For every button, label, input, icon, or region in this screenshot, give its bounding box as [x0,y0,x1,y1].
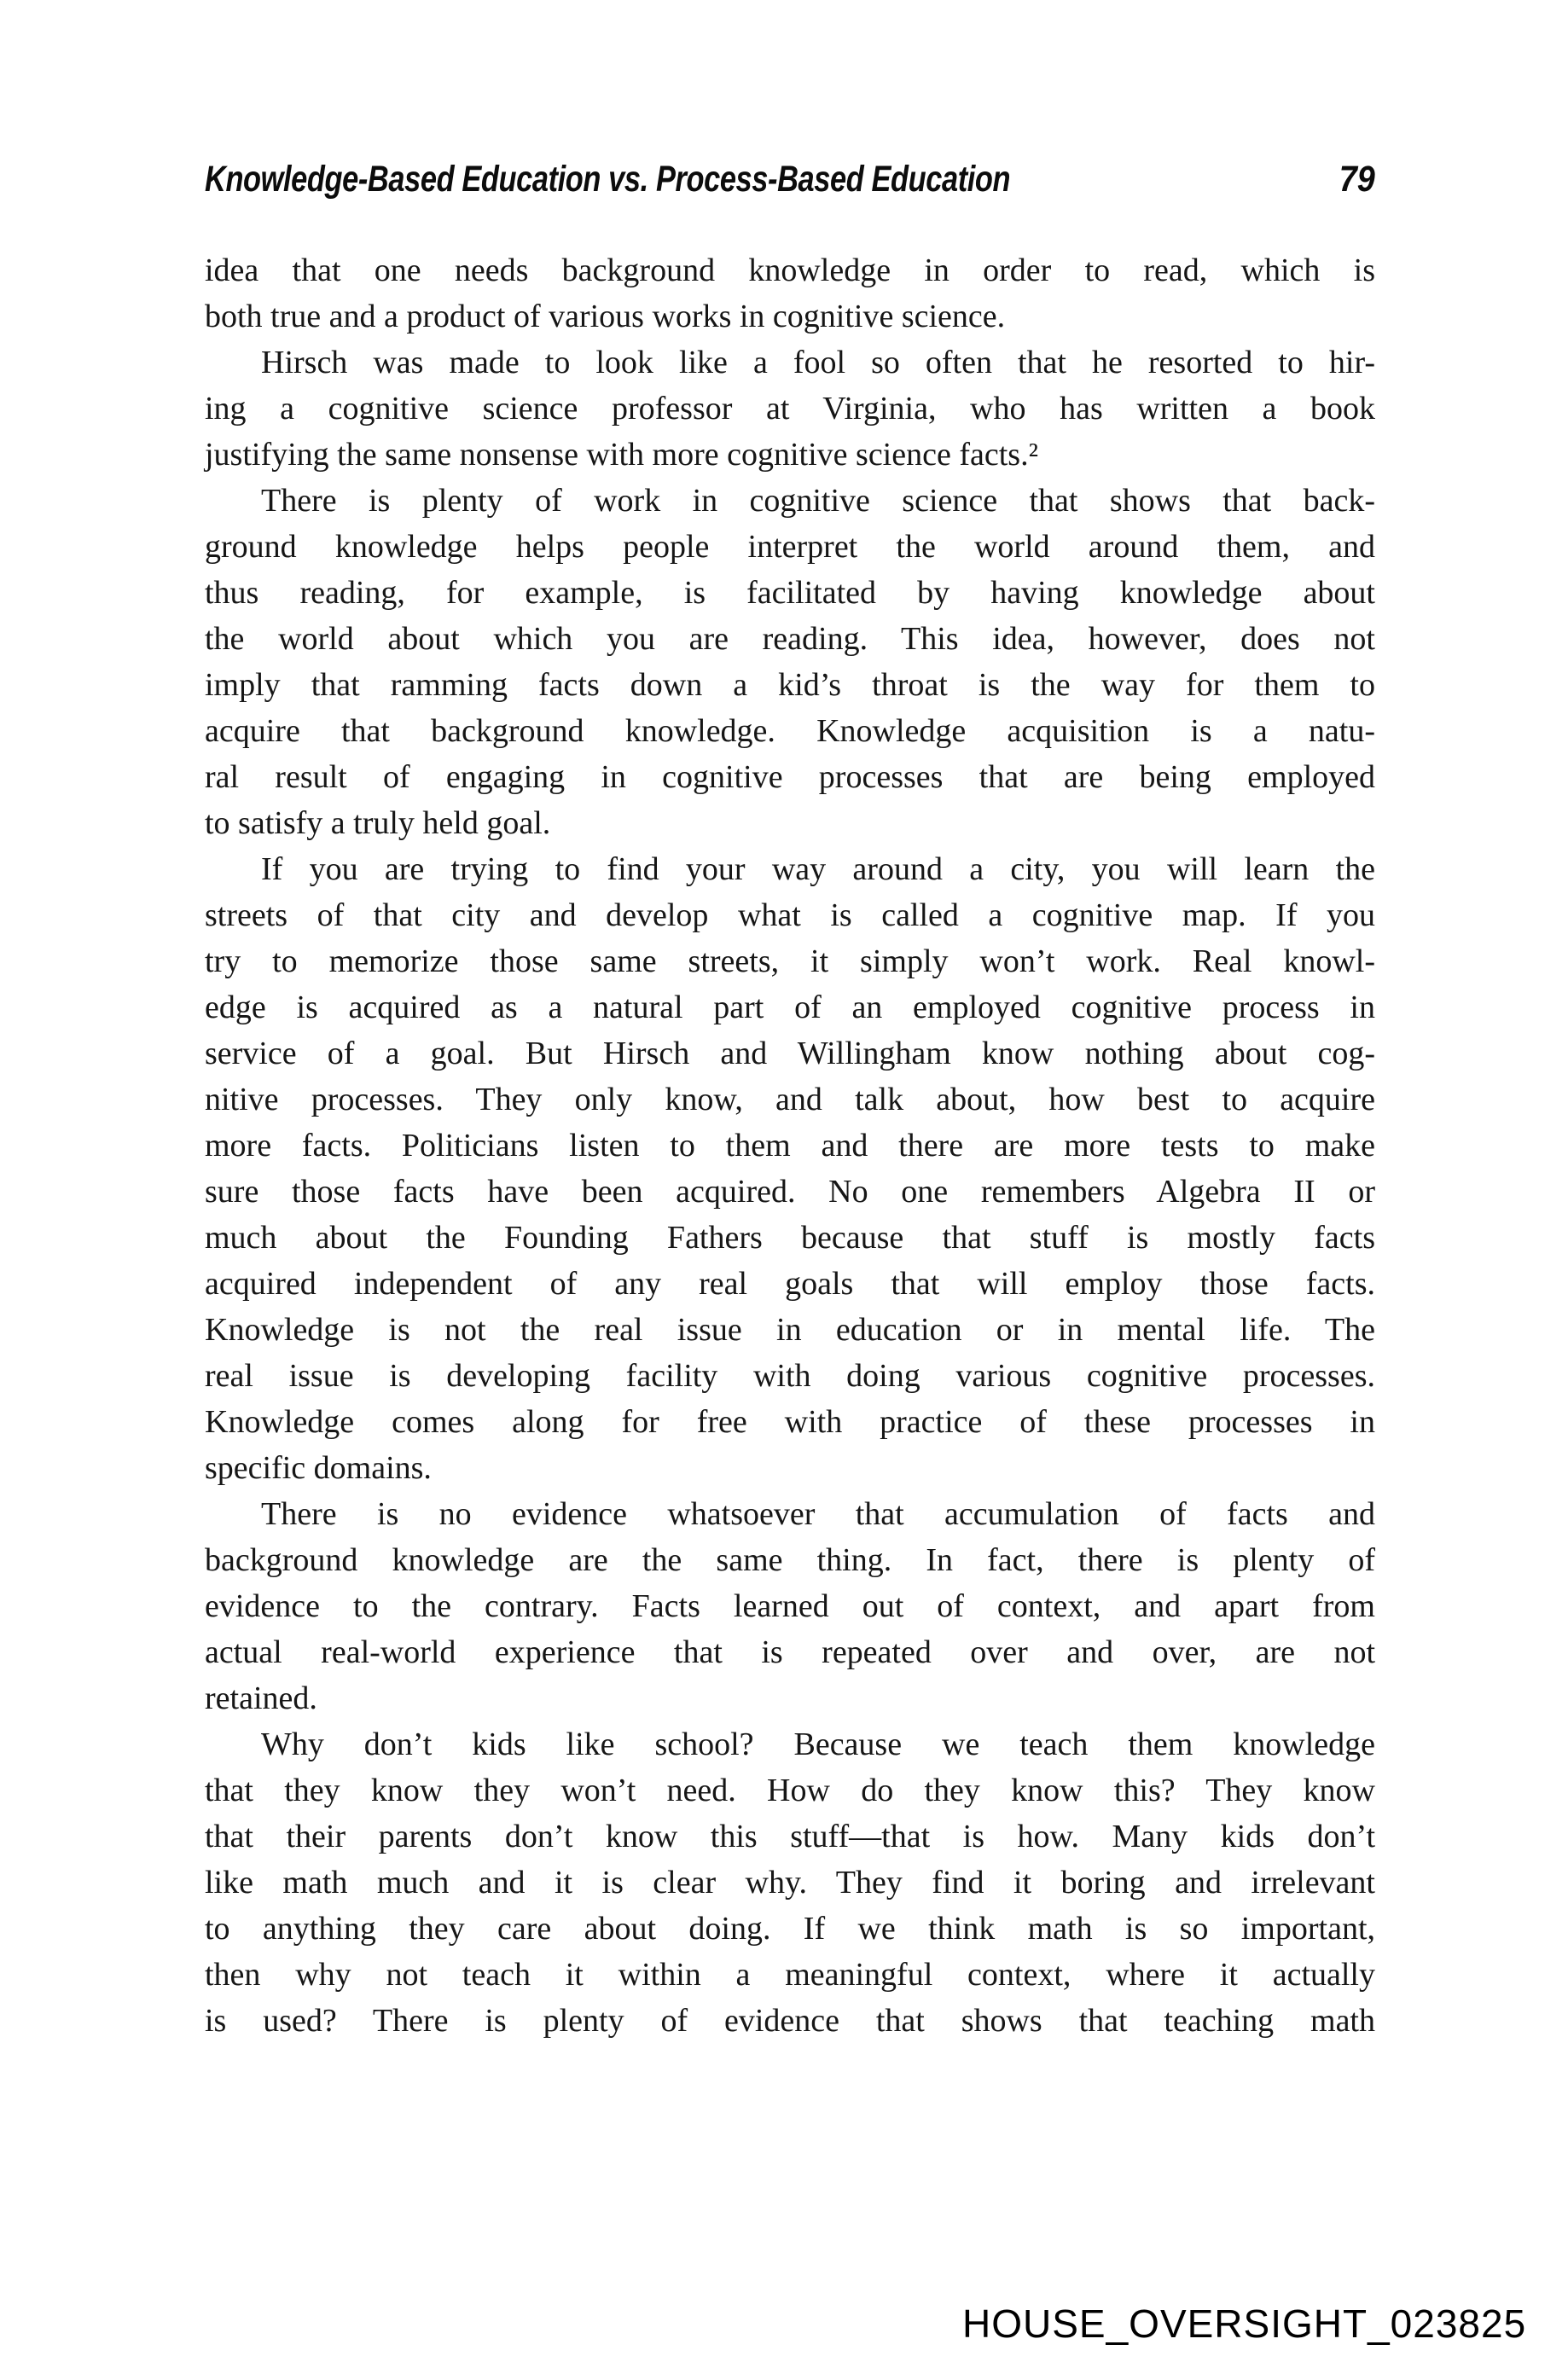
text-line: streets of that city and develop what is called a cognitive map. If you [205,897,1375,933]
text-line: evidence to the contrary. Facts learned out of context, and apart from [205,1588,1375,1624]
text-line: There is plenty of work in cognitive science that shows that back- [261,483,1375,519]
text-line: specific domains. [205,1450,432,1486]
text-line: that their parents don’t know this stuff—that is how. Many kids don’t [205,1819,1375,1854]
text-line: more facts. Politicians listen to them and there are more tests to make [205,1128,1375,1164]
text-line: edge is acquired as a natural part of an employed cognitive process in [205,989,1375,1025]
text-line: is used? There is plenty of evidence that shows that teaching math [205,2003,1375,2039]
text-line: Hirsch was made to look like a fool so often that he resorted to hir- [261,345,1375,380]
text-line: that they know they won’t need. How do they know this? They know [205,1773,1375,1808]
bates-stamp: HOUSE_OVERSIGHT_023825 [962,2301,1527,2346]
text-line: much about the Founding Fathers because that stuff is mostly facts [205,1220,1375,1256]
text-line: sure those facts have been acquired. No one remembers Algebra II or [205,1174,1375,1210]
running-header [205,159,1375,201]
text-line: ral result of engaging in cognitive processes that are being employed [205,759,1375,795]
chapter-title: Knowledge-Based Education vs. Process-Based Education [205,159,1011,200]
text-line: There is no evidence whatsoever that accumulation of facts and [261,1496,1375,1532]
text-line: Knowledge comes along for free with practice of these processes in [205,1404,1375,1440]
text-line: nitive processes. They only know, and talk about, how best to acquire [205,1082,1375,1117]
text-line: like math much and it is clear why. They find it boring and irrelevant [205,1865,1375,1901]
text-line: background knowledge are the same thing. In fact, there is plenty of [205,1542,1375,1578]
text-line: actual real-world experience that is repeated over and over, are not [205,1634,1375,1670]
text-line: service of a goal. But Hirsch and Willingham know nothing about cog- [205,1036,1375,1071]
text-line: to satisfy a truly held goal. [205,805,551,841]
text-line: ground knowledge helps people interpret the world around them, and [205,529,1375,565]
text-line: If you are trying to find your way around a city, you will learn the [261,851,1375,887]
text-line: acquired independent of any real goals that will employ those facts. [205,1266,1375,1302]
text-line: try to memorize those same streets, it simply won’t work. Real knowl- [205,943,1375,979]
text-line: acquire that background knowledge. Knowledge acquisition is a natu- [205,713,1375,749]
text-line: both true and a product of various works in cognitive science. [205,299,1006,334]
text-line: Knowledge is not the real issue in education or in mental life. The [205,1312,1375,1348]
page-body [205,247,1375,2044]
text-line: imply that ramming facts down a kid’s throat is the way for them to [205,667,1375,703]
page-number: 79 [1339,159,1375,200]
text-line: Why don’t kids like school? Because we teach them knowledge [261,1727,1375,1762]
text-line: then why not teach it within a meaningful context, where it actually [205,1957,1375,1993]
text-line: idea that one needs background knowledge in order to read, which is [205,252,1375,288]
text-line: real issue is developing facility with doing various cognitive processes. [205,1358,1375,1394]
text-line: to anything they care about doing. If we think math is so important, [205,1911,1375,1947]
text-line: the world about which you are reading. This idea, however, does not [205,621,1375,657]
text-line: justifying the same nonsense with more cognitive science facts.² [205,437,1038,473]
text-line: ing a cognitive science professor at Virginia, who has written a book [205,391,1375,427]
text-line: retained. [205,1680,317,1716]
text-line: thus reading, for example, is facilitated by having knowledge about [205,575,1375,611]
